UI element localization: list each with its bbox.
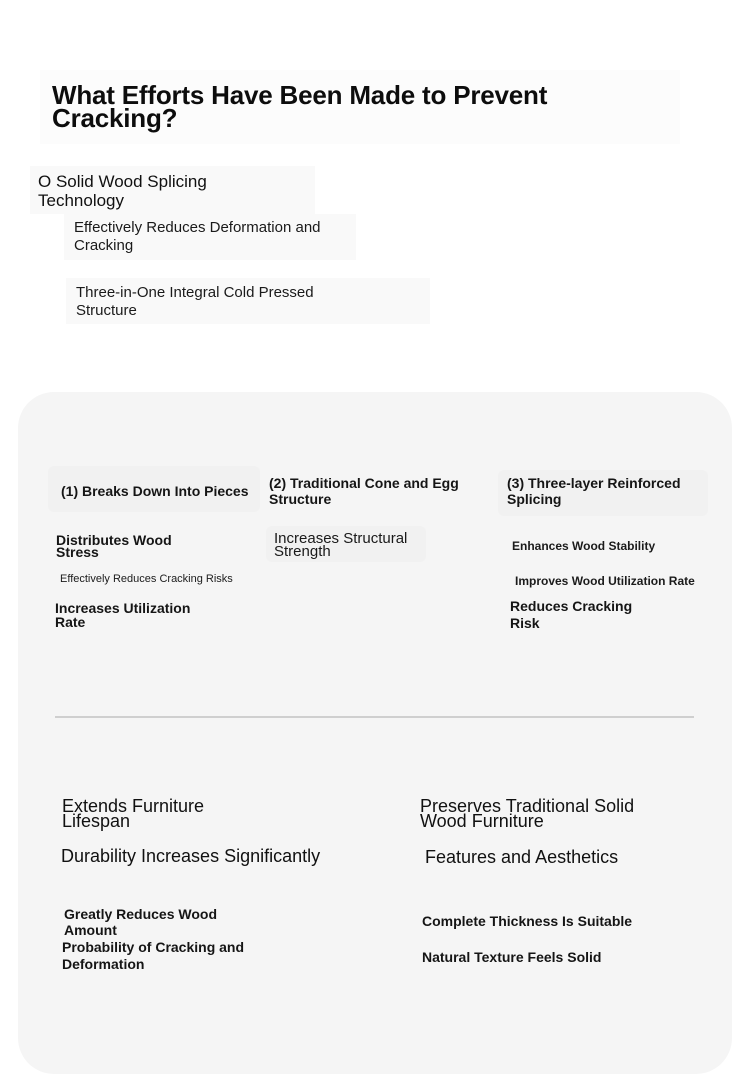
section-divider bbox=[55, 716, 694, 718]
benefit-right-heading: Preserves Traditional Solid Wood Furniture bbox=[420, 796, 635, 831]
intro-point-1: Effectively Reduces Deformation and Cracking bbox=[74, 219, 321, 254]
method-3-title: (3) Three-layer Reinforced Splicing bbox=[507, 475, 681, 507]
method-1-item-1: Distributes Wood Stress bbox=[56, 532, 172, 560]
page-title: What Efforts Have Been Made to Prevent Cracking? bbox=[52, 80, 548, 133]
intro-point-2: Three-in-One Integral Cold Pressed Structure bbox=[76, 284, 314, 319]
method-3-item-3: Reduces Cracking Risk bbox=[510, 598, 633, 631]
method-2-item-1: Increases Structural Strength bbox=[274, 530, 408, 560]
benefit-right-item-2: Natural Texture Feels Solid bbox=[422, 949, 602, 965]
method-3-item-2: Improves Wood Utilization Rate bbox=[515, 574, 695, 588]
benefit-right-item-1: Complete Thickness Is Suitable bbox=[422, 913, 633, 929]
benefit-left-heading: Extends Furniture Lifespan bbox=[62, 796, 205, 831]
method-2-title: (2) Traditional Cone and Egg Structure bbox=[269, 475, 459, 507]
intro-heading: O Solid Wood Splicing Technology bbox=[38, 172, 207, 210]
method-3-item-1: Enhances Wood Stability bbox=[512, 539, 656, 553]
method-1-item-2: Effectively Reduces Cracking Risks bbox=[60, 573, 233, 585]
benefit-right-subheading: Features and Aesthetics bbox=[425, 847, 619, 867]
benefit-left-item-1: Greatly Reduces Wood Amount bbox=[64, 906, 218, 938]
benefit-left-subheading: Durability Increases Significantly bbox=[61, 846, 321, 866]
method-1-title: (1) Breaks Down Into Pieces bbox=[61, 483, 249, 499]
method-1-item-3: Increases Utilization Rate bbox=[55, 600, 191, 630]
benefit-left-item-2: Probability of Cracking and Deformation bbox=[62, 939, 245, 972]
